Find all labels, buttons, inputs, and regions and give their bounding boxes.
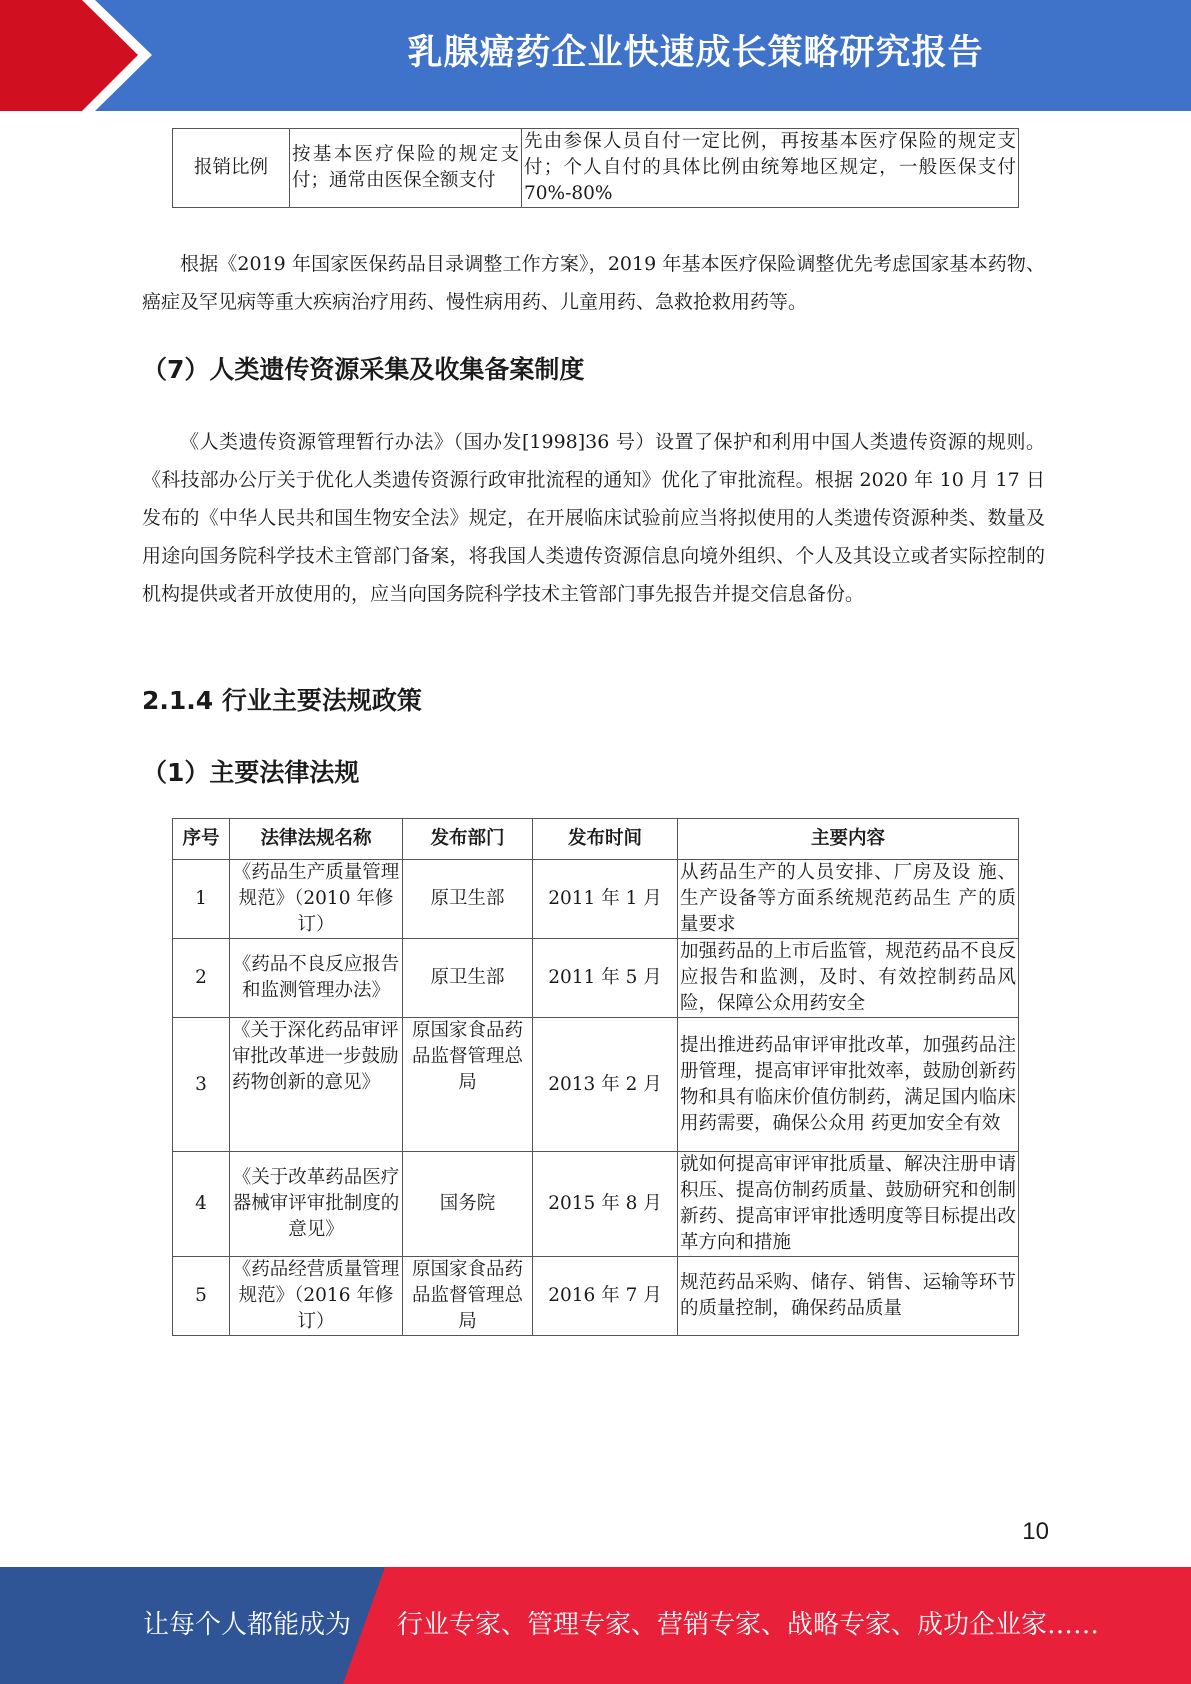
cell-dept: 国务院 [403, 1152, 533, 1257]
column-header: 发布部门 [403, 819, 533, 860]
cell-name: 《关于深化药品审评审批改革进一步鼓励药物创新的意见》 [230, 1018, 403, 1152]
column-header: 法律法规名称 [230, 819, 403, 860]
cell-name: 《关于改革药品医疗器械审评审批制度的意见》 [230, 1152, 403, 1257]
cell-date: 2011 年 5 月 [533, 939, 678, 1018]
cell-no: 2 [173, 939, 230, 1018]
cell-date: 2015 年 8 月 [533, 1152, 678, 1257]
table-row [173, 1152, 1019, 1257]
cell-date: 2016 年 7 月 [533, 1257, 678, 1336]
footer-slogan-right: 行业专家、管理专家、营销专家、战略专家、成功企业家…… [397, 1610, 1100, 1640]
cell-content: 就如何提高审评审批质量、解决注册申请积压、提高仿制药质量、鼓励研究和创制新药、提高审评审批透明度等目标提出改革方向和措施 [678, 1152, 1019, 1257]
footer-slogan-left: 让每个人都能成为 [143, 1610, 352, 1640]
cell-no: 4 [173, 1152, 230, 1257]
column-header: 主要内容 [678, 819, 1019, 860]
table-row [173, 1257, 1019, 1336]
table-row [173, 129, 1019, 208]
column-header: 发布时间 [533, 819, 678, 860]
cell-no: 3 [173, 1018, 230, 1152]
cell-no: 1 [173, 860, 230, 939]
law-table [172, 818, 1019, 1336]
cell-dept: 原国家食品药品监督管理总局 [403, 1257, 533, 1336]
paragraph: 《人类遗传资源管理暂行办法》（国办发[1998]36 号）设置了保护和利用中国人类遗传资源的规则。《科技部办公厅关于优化人类遗传资源行政审批流程的通知》优化了审批流程。根据 2020 年 10 月 17 日发布的《中华人民共和国生物安全法》规定，在开展临床试验前应当将拟使用的人类遗传资源种类、数量及用途向国务院科学技术主管部门备案，将我国人类遗传资源信息向境外组织、个人及其设立或者实际控制的机构提供或者开放使用的，应当向国务院科学技术主管部门事先报告并提交信息备份。 [142, 431, 1045, 605]
cell-content: 从药品生产的人员安排、厂房及设 施、生产设备等方面系统规范药品生 产的质量要求 [678, 860, 1019, 939]
table-row [173, 1018, 1019, 1152]
report-title: 乳腺癌药企业快速成长策略研究报告 [407, 33, 984, 73]
cell-resident-insurance: 先由参保人员自付一定比例，再按基本医疗保险的规定支付；个人自付的具体比例由统筹地区规定，一般医保支付 70%-80% [522, 129, 1019, 208]
subsection-heading: （1）主要法律法规 [142, 758, 360, 787]
table-header-row [173, 819, 1019, 860]
cell-basic-insurance: 按基本医疗保险的规定支付；通常由医保全额支付 [290, 129, 522, 208]
cell-content: 加强药品的上市后监管，规范药品不良反应报告和监测，及时、有效控制药品风险，保障公众用药安全 [678, 939, 1019, 1018]
table-row [173, 860, 1019, 939]
page-number: 10 [1022, 1518, 1049, 1545]
section-heading: 2.1.4 行业主要法规政策 [142, 686, 422, 715]
cell-content: 规范药品采购、储存、销售、运输等环节的质量控制，确保药品质量 [678, 1257, 1019, 1336]
paragraph: 根据《2019 年国家医保药品目录调整工作方案》，2019 年基本医疗保险调整优先考虑国家基本药物、癌症及罕见病等重大疾病治疗用药、慢性病用药、儿童用药、急救抢救用药等。 [142, 253, 1045, 313]
cell-dept: 原卫生部 [403, 939, 533, 1018]
header-arrow-icon [0, 0, 200, 111]
section-heading: （7）人类遗传资源采集及收集备案制度 [142, 355, 585, 384]
column-header: 序号 [173, 819, 230, 860]
cell-dept: 原国家食品药品监督管理总局 [403, 1018, 533, 1152]
cell-name: 《药品经营质量管理规范》（2016 年修订） [230, 1257, 403, 1336]
cell-date: 2011 年 1 月 [533, 860, 678, 939]
page-header [0, 0, 1191, 111]
cell-no: 5 [173, 1257, 230, 1336]
cell-name: 《药品不良反应报告和监测管理办法》 [230, 939, 403, 1018]
cell-dept: 原卫生部 [403, 860, 533, 939]
cell-name: 《药品生产质量管理规范》（2010 年修订） [230, 860, 403, 939]
cell-content: 提出推进药品审评审批改革，加强药品注册管理，提高审评审批效率，鼓励创新药物和具有临床价值仿制药，满足国内临床用药需要，确保公众用 药更加安全有效 [678, 1018, 1019, 1152]
page-footer [0, 1567, 1191, 1684]
reimbursement-table [172, 128, 1019, 208]
row-label: 报销比例 [173, 129, 290, 208]
cell-date: 2013 年 2 月 [533, 1018, 678, 1152]
table-row [173, 939, 1019, 1018]
